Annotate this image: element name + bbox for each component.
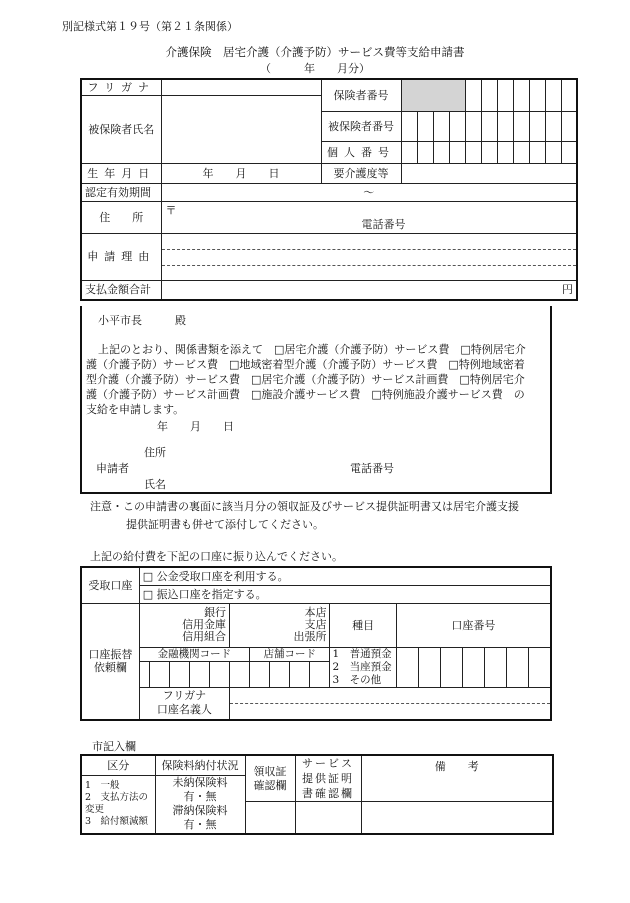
postal-mark: 〒	[165, 203, 177, 217]
institution-code-label: 金融機関コード	[139, 647, 249, 661]
yen-unit: 円	[562, 283, 573, 297]
kind-label: 種目	[330, 603, 396, 647]
declaration-line-1: 上記のとおり、関係書類を添えて □居宅介護（介護予防）サービス費 □特例居宅介	[98, 343, 526, 356]
bank-type-bank: 銀行	[204, 606, 227, 619]
unpaid-premium-label: 未納保険料	[172, 776, 228, 789]
premium-header: 保険料納付状況	[155, 755, 245, 775]
declaration-line-2: 護（介護予防）サービス費 □地域密着型介護（介護予防）サービス費 □特例地域密着	[86, 358, 525, 371]
form-title: 介護保険 居宅介護（介護予防）サービス費等支給申請書	[165, 45, 465, 59]
branch-type-shucchou: 出張所	[293, 630, 327, 643]
city-table	[80, 754, 554, 835]
unpaid-premium-yn[interactable]: 有・無	[183, 790, 217, 803]
kubun-options	[81, 775, 155, 834]
applicant-phone-label: 電話番号	[350, 462, 394, 475]
declaration-line-3: 型介護（介護予防）サービス費 □居宅介護（介護予防）サービス計画費 □特例居宅介	[86, 373, 525, 386]
holder-name-label: 口座名義人	[156, 703, 212, 716]
account-number-label: 口座番号	[396, 603, 551, 647]
receipt-check-field[interactable]	[245, 802, 295, 834]
address-label: 住 所	[81, 201, 161, 233]
option-public-account[interactable]: □ 公金受取口座を利用する。	[139, 567, 551, 585]
birth-ymd: 年 月 日	[161, 163, 321, 183]
applicant-label: 申請者	[96, 462, 129, 475]
remarks-field[interactable]	[361, 802, 553, 834]
bank-type-shinkin: 信用金庫	[182, 618, 227, 631]
total-label: 支払金額合計	[81, 280, 161, 300]
holder-field[interactable]	[230, 687, 551, 720]
branch-type-shiten: 支店	[304, 618, 327, 631]
kubun-header: 区分	[81, 755, 155, 775]
form-number: 別記様式第１９号（第２１条関係）	[62, 20, 238, 33]
delinquent-premium-label: 滞納保険料	[172, 804, 228, 817]
transfer-instruction: 上記の給付費を下記の口座に振り込んでください。	[90, 550, 343, 563]
bank-table	[80, 566, 552, 721]
kubun-general: 1 一般	[85, 780, 120, 791]
insurer-no-shaded	[401, 79, 465, 111]
month-line: （ 年 月分）	[260, 62, 370, 75]
insured-name-label: 被保険者氏名	[81, 95, 161, 163]
kubun-payment-change-2: 変更	[85, 804, 105, 815]
insurer-no-label: 保険者番号	[321, 79, 401, 111]
remarks-header: 備 考	[361, 755, 553, 802]
kubun-reduction: 3 給付額減額	[85, 816, 149, 827]
branch-code-label: 店舗コード	[250, 647, 330, 661]
institution-type	[139, 603, 229, 647]
mayor-address: 小平市長 殿	[98, 314, 186, 327]
reason-label: 申請理由	[81, 233, 161, 280]
applicant-address-label: 住所	[144, 446, 166, 459]
declaration-date: 年 月 日	[157, 420, 234, 433]
kind-futsuu[interactable]: 1 普通預金	[332, 647, 392, 660]
kubun-payment-change: 2 支払方法の	[85, 792, 149, 803]
receipt-header: 領収証確認欄	[245, 755, 295, 802]
transfer-request-label: 口座振替依頼欄	[81, 603, 139, 720]
kind-options	[330, 647, 396, 687]
bank-type-kumiai: 信用組合	[182, 630, 227, 643]
cert-period-label: 認定有効期間	[81, 183, 161, 201]
kind-touza[interactable]: 2 当座預金	[332, 660, 392, 673]
insured-name-field[interactable]	[161, 95, 321, 163]
personal-no-label: 個人番号	[321, 141, 401, 163]
total-field[interactable]	[161, 280, 577, 300]
city-section-label: 市記入欄	[92, 740, 136, 753]
insured-no-label: 被保険者番号	[321, 111, 401, 141]
birth-label: 生年月日	[81, 163, 161, 183]
branch-type	[230, 603, 330, 647]
applicant-name-label: 氏名	[144, 478, 166, 491]
note-line-2: 提供証明書も併せて添付してください。	[126, 518, 324, 531]
address-field[interactable]	[161, 201, 577, 233]
declaration-box	[80, 306, 552, 494]
note-line-1: 注意・この申請書の裏面に該当月分の領収証及びサービス提供証明書又は居宅介護支援	[90, 500, 519, 513]
branch-type-honten: 本店	[304, 606, 327, 619]
declaration-line-4: 護（介護予防）サービス計画費 □施設介護サービス費 □特例施設介護サービス費 の	[86, 388, 525, 401]
service-check-field[interactable]	[295, 802, 361, 834]
delinquent-premium-yn[interactable]: 有・無	[183, 818, 217, 831]
option-specify-account[interactable]: □ 振込口座を指定する。	[139, 585, 551, 603]
service-header: サービス提供証明書確認欄	[295, 755, 361, 802]
address-phone-label: 電話番号	[361, 217, 406, 231]
reason-field[interactable]	[161, 233, 577, 280]
receive-account-label: 受取口座	[81, 567, 139, 603]
kind-other[interactable]: 3 その他	[332, 673, 382, 686]
care-level-field[interactable]	[401, 163, 577, 183]
premium-status	[155, 775, 245, 834]
holder-furigana-label: フリガナ	[162, 689, 207, 702]
care-level-label: 要介護度等	[321, 163, 401, 183]
declaration-line-5: 支給を申請します。	[86, 403, 185, 416]
applicant-table	[80, 78, 578, 301]
furigana-field[interactable]	[161, 79, 321, 95]
furigana-label: フリガナ	[81, 79, 161, 95]
holder-label-cell	[139, 687, 229, 720]
cert-period-tilde: ～	[161, 183, 577, 201]
